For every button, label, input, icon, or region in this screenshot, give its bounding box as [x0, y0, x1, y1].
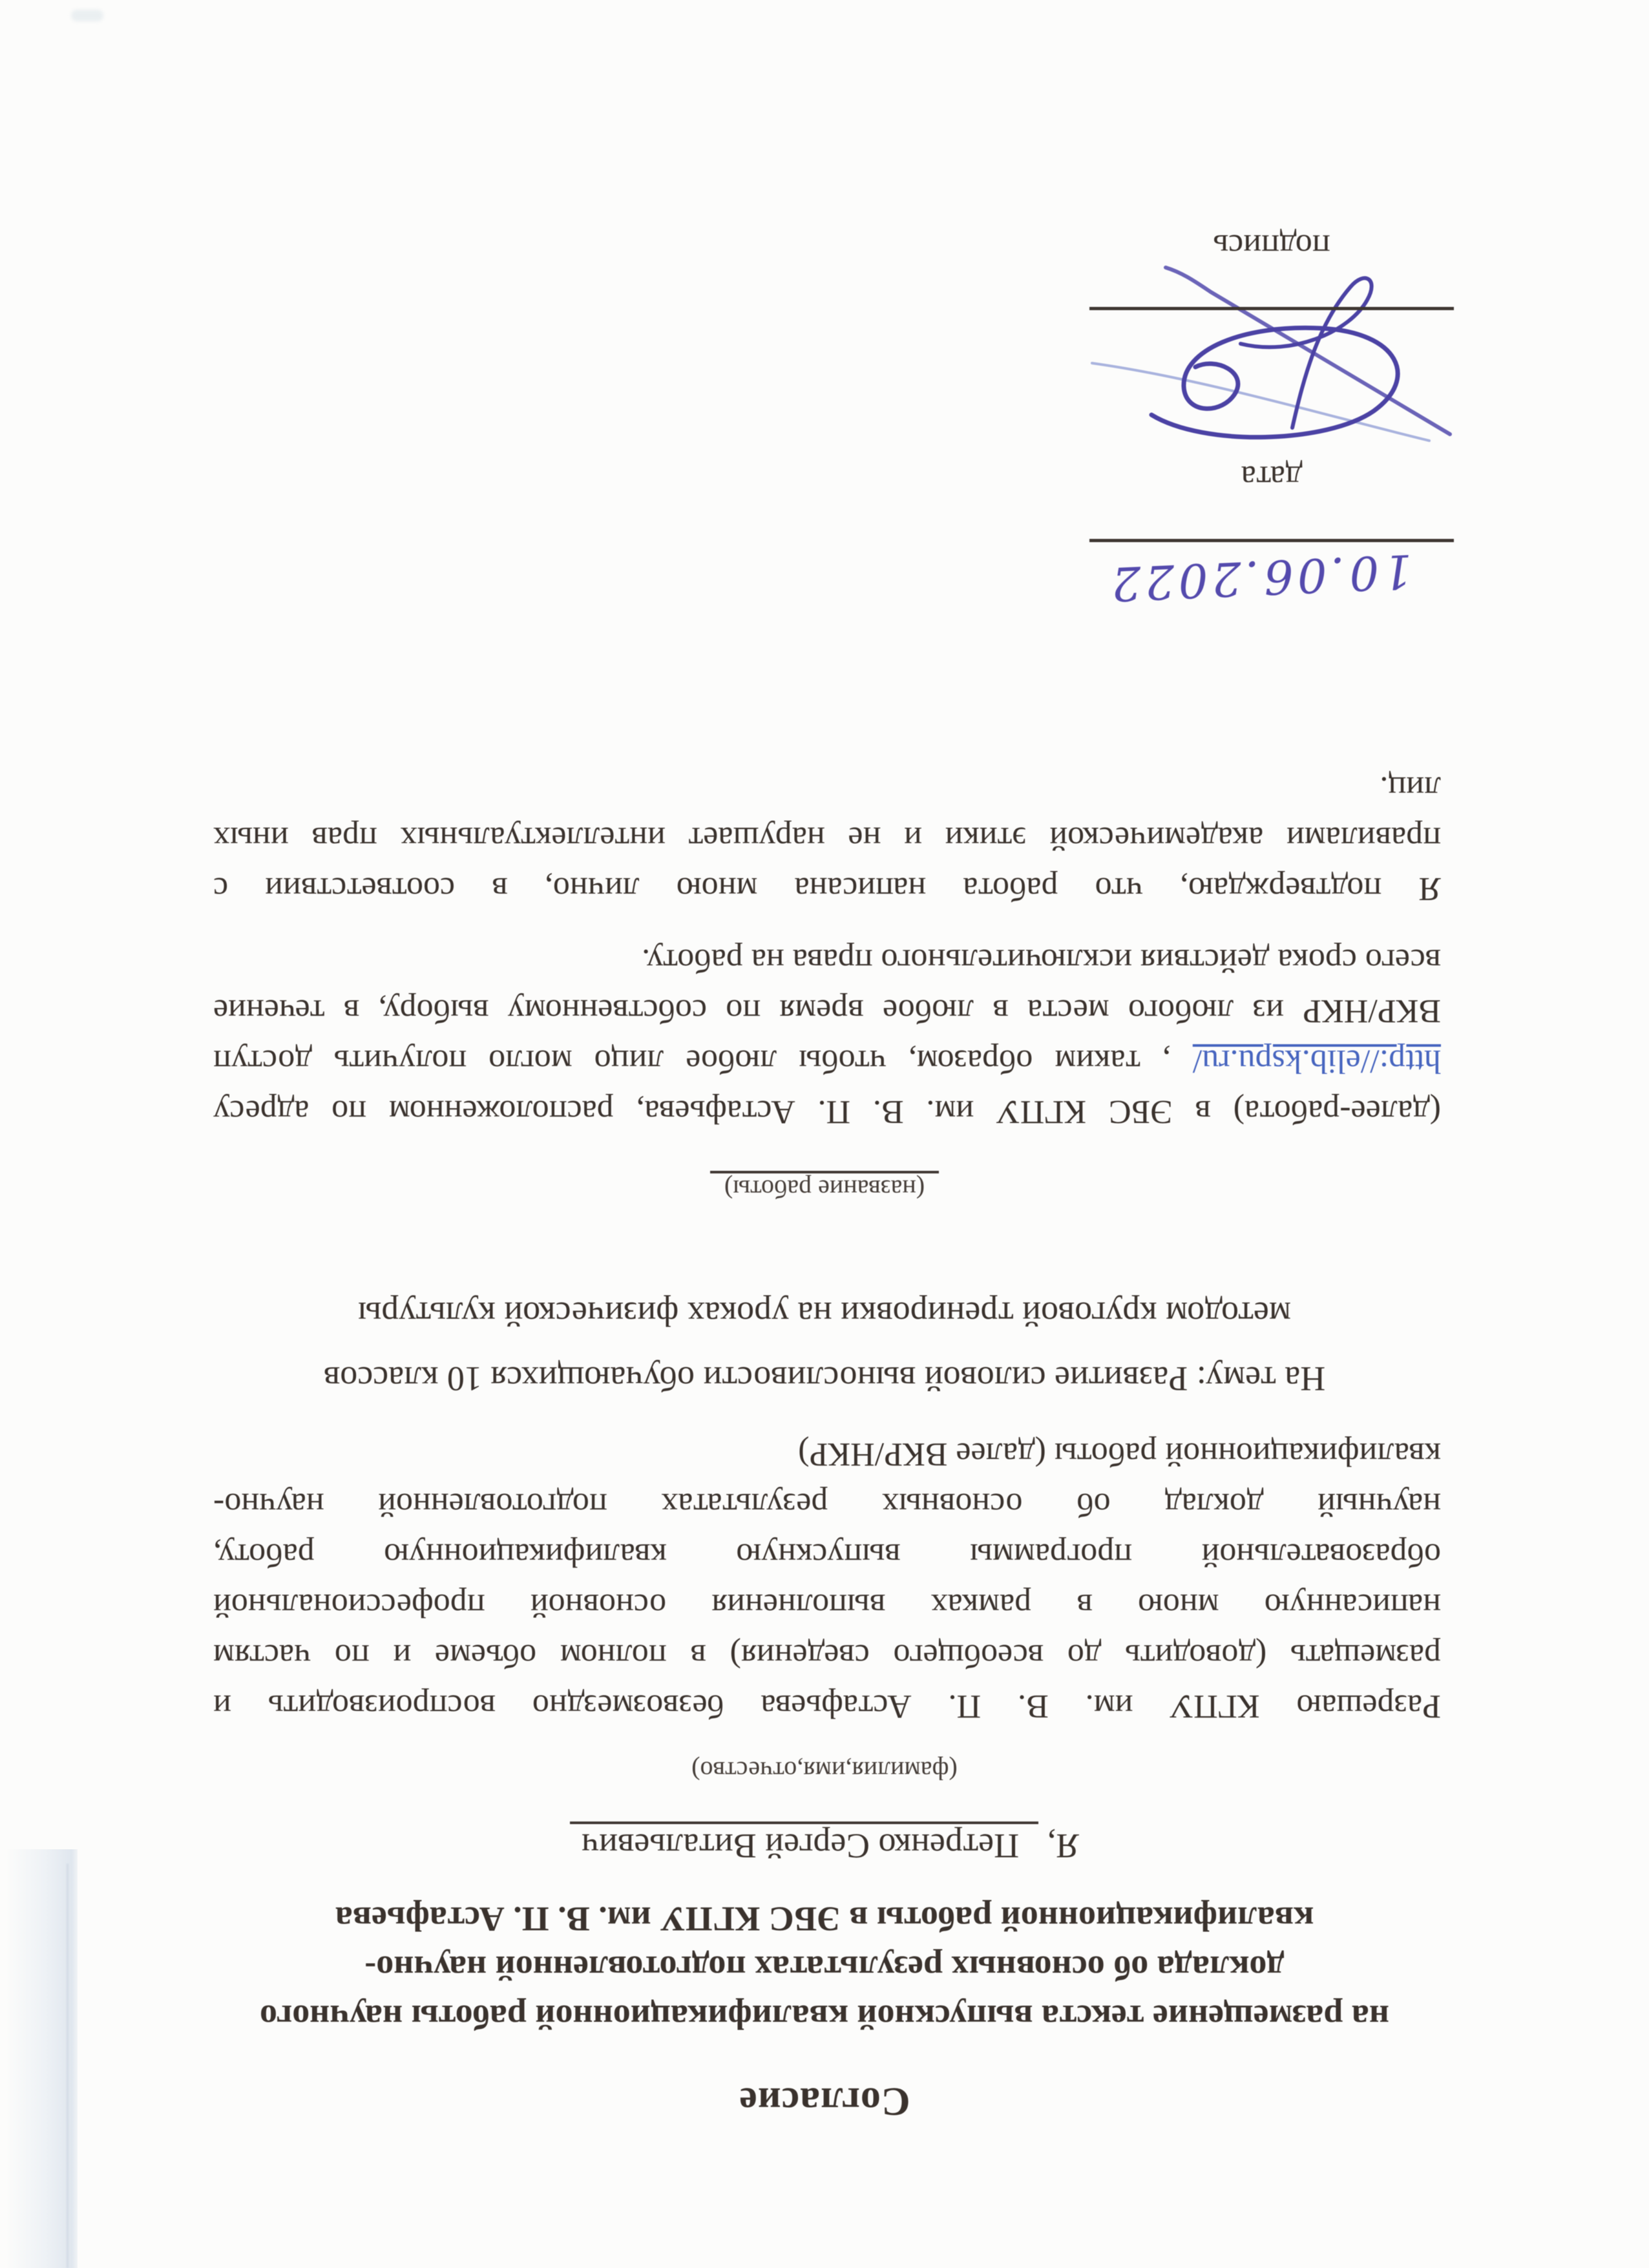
subtitle-line: доклада об основных результатах подготовленной научно-: [364, 1949, 1285, 1988]
document-title: Согласие: [739, 2079, 910, 2123]
signature-label: подпись: [1213, 227, 1330, 264]
paragraph-line: (далее-работа) в ЭБС КГПУ им. В. П. Астафьева, расположенном по адресу: [213, 1093, 1441, 1130]
subtitle-line: на размещение текста выпускной квалификационной работы научного: [260, 1998, 1389, 2037]
handwritten-signature: [1087, 255, 1487, 455]
declarant-prefix: Я,: [1047, 1827, 1080, 1865]
subtitle-line: квалификационной работы в ЭБС КГПУ им. В. П. Астафьева: [335, 1900, 1314, 1938]
paragraph-line: научный доклад об основных результатах подготовленной научно-: [213, 1486, 1441, 1523]
work-title-caption: (название работы): [0, 1174, 1649, 1204]
topic-line: На тему: Развитие силовой выносливости обучающихся 10 классов: [323, 1360, 1326, 1398]
paragraph-line: [213, 1036, 1441, 1086]
confirmation-paragraph: [213, 762, 1441, 914]
paragraph-line: квалификационной работы (далее ВКР/НКР): [798, 1436, 1441, 1473]
declarant-name-caption: (фамилия,имя,отчество): [691, 1756, 958, 1785]
topic-line: методом круговой тренировки на уроках физической культуры: [357, 1295, 1292, 1334]
paragraph-line: размещать (доводить до всеобщего сведения) в полном объеме и по частям: [213, 1637, 1441, 1674]
document-subtitle: [0, 1895, 1649, 2042]
paragraph-line-rest: , таким образом, чтобы любое лицо могло получить доступ: [213, 1043, 1193, 1080]
paragraph-line: всего срока действия исключительного права на работу.: [642, 942, 1441, 979]
paragraph-line: Я подтверждаю, что работа написана мною лично, в соответствии с: [213, 870, 1441, 907]
handwritten-date: 10.06.2022: [1106, 543, 1414, 612]
paragraph-line: лиц.: [1380, 770, 1441, 806]
paragraph-line: Разрешаю КГПУ им. В. П. Астафьева безвозмездно воспроизводить и: [213, 1688, 1441, 1725]
date-underline: [1089, 539, 1454, 542]
access-paragraph: [213, 935, 1441, 1137]
paragraph-line: ВКР/НКР из любого места в любое время по собственному выбору, в течение: [213, 992, 1441, 1029]
signature-underline: [1089, 307, 1454, 310]
date-label: дата: [1241, 459, 1303, 496]
declarant-line: [0, 1826, 1649, 1866]
work-topic: [0, 1282, 1649, 1411]
paragraph-line: написанную мною в рамках выполнения основной профессиональной: [213, 1587, 1441, 1624]
permission-paragraph: [213, 1429, 1441, 1731]
paragraph-line: образовательной программы выпускную квалификационную работу,: [213, 1537, 1441, 1573]
paragraph-line: правилами академической этики и не нарушает интеллектуальных прав иных: [213, 820, 1441, 857]
elibrary-link[interactable]: http://elib.kspu.ru/: [1192, 1043, 1441, 1080]
declarant-name: Петренко Сергей Витальевич: [570, 1822, 1038, 1865]
